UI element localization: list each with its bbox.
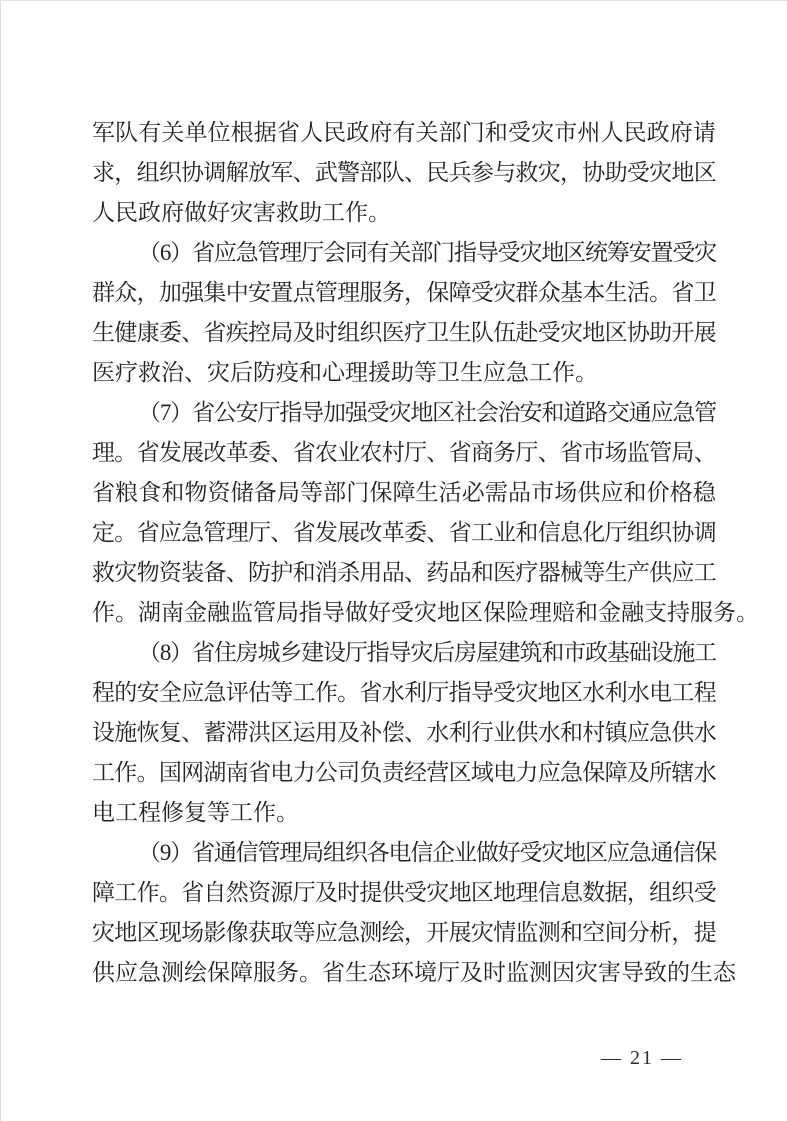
text-line: （9）省通信管理局组织各电信企业做好受灾地区应急通信保: [138, 840, 717, 865]
text-line: 人民政府做好灾害救助工作。: [92, 200, 391, 225]
text-line: 省粮食和物资储备局等部门保障生活必需品市场供应和价格稳: [92, 480, 716, 505]
text-line: 供应急测绘保障服务。省生态环境厅及时监测因灾害导致的生态: [92, 960, 736, 985]
text-line: （6）省应急管理厅会同有关部门指导受灾地区统筹安置受灾: [138, 240, 717, 265]
text-line: 军队有关单位根据省人民政府有关部门和受灾市州人民政府请: [92, 120, 716, 145]
text-line: 设施恢复、蓄滞洪区运用及补偿、水利行业供水和村镇应急供水: [92, 720, 717, 745]
text-line: 求，组织协调解放军、武警部队、民兵参与救灾，协助受灾地区: [92, 160, 717, 185]
text-line: （7）省公安厅指导加强受灾地区社会治安和道路交通应急管: [138, 400, 717, 425]
page-number: — 21 —: [601, 1047, 683, 1069]
text-line: （8）省住房城乡建设厅指导灾后房屋建筑和市政基础设施工: [138, 640, 717, 665]
text-line: 灾地区现场影像获取等应急测绘，开展灾情监测和空间分析，提: [92, 920, 717, 945]
text-line: 生健康委、省疾控局及时组织医疗卫生队伍赴受灾地区协助开展: [92, 320, 717, 345]
text-line: 电工程修复等工作。: [92, 800, 299, 825]
page-footer: [0, 1043, 787, 1075]
text-line: 救灾物资装备、防护和消杀用品、药品和医疗器械等生产供应工: [92, 560, 717, 585]
text-line: 障工作。省自然资源厅及时提供受灾地区地理信息数据，组织受: [92, 880, 717, 905]
text-line: 群众，加强集中安置点管理服务，保障受灾群众基本生活。省卫: [92, 280, 717, 305]
text-line: 程的安全应急评估等工作。省水利厅指导受灾地区水利水电工程: [92, 680, 717, 705]
text-line: 工作。国网湖南省电力公司负责经营区域电力应急保障及所辖水: [92, 760, 717, 785]
text-line: 作。湖南金融监管局指导做好受灾地区保险理赔和金融支持服务。: [92, 600, 759, 625]
text-line: 医疗救治、灾后防疫和心理援助等卫生应急工作。: [92, 360, 598, 385]
text-line: 定。省应急管理厅、省发展改革委、省工业和信息化厅组织协调: [92, 520, 717, 545]
text-line: 理。省发展改革委、省农业农村厅、省商务厅、省市场监管局、: [92, 440, 717, 465]
document-body: [92, 113, 759, 993]
